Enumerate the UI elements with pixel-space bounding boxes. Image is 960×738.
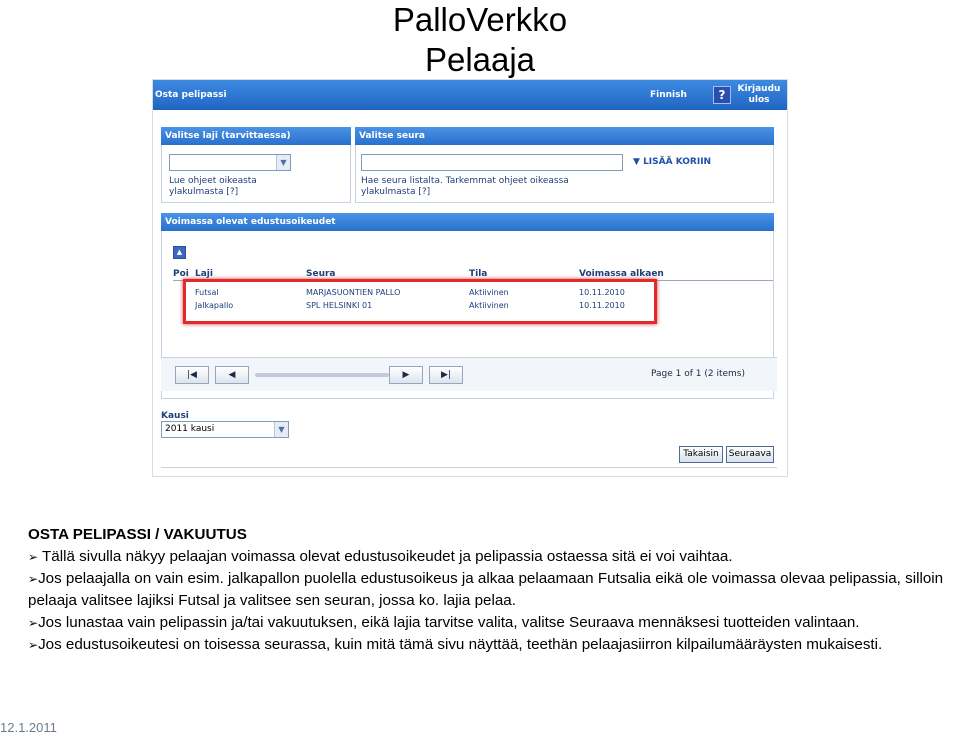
collapse-icon[interactable]: ▲	[173, 246, 186, 259]
club-panel-header: Valitse seura	[355, 127, 774, 145]
cell-tila: Aktiivinen	[469, 301, 509, 310]
cell-laji: Futsal	[195, 288, 219, 297]
bullet-item	[28, 546, 960, 568]
sport-select[interactable]	[169, 154, 291, 171]
column-header[interactable]: Voimassa alkaen	[579, 269, 664, 279]
bullet-item	[28, 634, 960, 656]
prev-page-button[interactable]: ◀	[215, 366, 249, 384]
bullet-arrow-icon: ➢	[28, 572, 39, 586]
chevron-down-icon: ▼	[633, 157, 644, 167]
pager-info: Page 1 of 1 (2 items)	[651, 369, 745, 379]
bullet-arrow-icon: ➢	[28, 616, 39, 630]
back-button[interactable]: Takaisin	[679, 446, 723, 463]
slide-title: PalloVerkko	[392, 1, 568, 38]
logout-link[interactable]: Kirjaudu ulos	[737, 84, 781, 105]
language-selector[interactable]: Finnish	[650, 90, 687, 100]
sport-help-text: Lue ohjeet oikeasta ylakulmasta [?]	[169, 176, 257, 197]
sport-panel-header: Valitse laji (tarvittaessa)	[161, 127, 351, 145]
cell-seura: SPL HELSINKI 01	[306, 301, 373, 310]
header-title: Osta pelipassi	[155, 90, 227, 100]
club-help-text: Hae seura listalta. Tarkemmat ohjeet oikeassa ylakulmasta [?]	[361, 176, 569, 197]
cell-alkaen: 10.11.2010	[579, 288, 625, 297]
slide-subtitle: Pelaaja	[424, 41, 536, 78]
season-label: Kausi	[161, 411, 189, 421]
next-button[interactable]: Seuraava	[726, 446, 774, 463]
cell-seura: MARJASUONTIEN PALLO	[306, 288, 401, 297]
add-to-cart-button[interactable]	[633, 157, 711, 167]
highlight-box	[183, 279, 657, 324]
app-header	[153, 80, 787, 110]
bullet-item	[28, 612, 960, 634]
column-header[interactable]: Seura	[306, 269, 336, 279]
cell-tila: Aktiivinen	[469, 288, 509, 297]
bullet-arrow-icon: ➢	[28, 550, 39, 564]
help-icon[interactable]: ?	[713, 86, 731, 104]
bullet-text: Jos edustusoikeutesi on toisessa seurassa, kuin mitä tämä sivu näyttää, teethän pelaajasiirron kilpailumääräysten mukaisesti.	[38, 636, 883, 653]
pager	[161, 357, 777, 391]
season-select[interactable]	[161, 421, 289, 438]
add-to-cart-label: LISÄÄ KORIIN	[643, 157, 712, 167]
notes	[28, 524, 960, 656]
last-page-button[interactable]: ▶|	[429, 366, 463, 384]
column-header[interactable]: Tila	[469, 269, 488, 279]
next-page-button[interactable]: ▶	[389, 366, 423, 384]
divider	[161, 467, 777, 468]
column-header[interactable]: Laji	[195, 269, 213, 279]
bullet-text: Tällä sivulla näkyy pelaajan voimassa olevat edustusoikeudet ja pelipassia ostaessa sitä ei voi vaihtaa.	[42, 548, 733, 565]
bullet-text: Jos pelaajalla on vain esim. jalkapallon puolella edustusoikeus ja alkaa pelaamaan Futsalia eikä ole voimassa olevaa pelipassia, silloin pelaaja valitsee lajiksi Futsal ja valitsee sen seuran, jossa ko. lajia pelaa.	[28, 570, 944, 609]
slide-date: 12.1.2011	[0, 720, 57, 735]
bullet-item	[28, 568, 960, 612]
bullet-text: Jos lunastaa vain pelipassin ja/tai vakuutuksen, eikä lajia tarvitse valita, valitse Seuraava mennäksesi tuotteiden valintaan.	[38, 614, 860, 631]
club-search-input[interactable]	[361, 154, 623, 171]
first-page-button[interactable]: |◀	[175, 366, 209, 384]
column-header[interactable]: Poi	[173, 269, 189, 279]
season-select-value: 2011 kausi	[165, 424, 215, 434]
rights-panel-header: Voimassa olevat edustusoikeudet	[161, 213, 774, 231]
chevron-down-icon: ▼	[276, 155, 290, 170]
notes-heading: OSTA PELIPASSI / VAKUUTUS	[28, 526, 247, 543]
pager-scrollbar[interactable]	[255, 373, 389, 377]
chevron-down-icon: ▼	[274, 422, 288, 437]
cell-laji: Jalkapallo	[195, 301, 234, 310]
app-screenshot	[152, 79, 788, 477]
bullet-arrow-icon: ➢	[28, 638, 39, 652]
cell-alkaen: 10.11.2010	[579, 301, 625, 310]
